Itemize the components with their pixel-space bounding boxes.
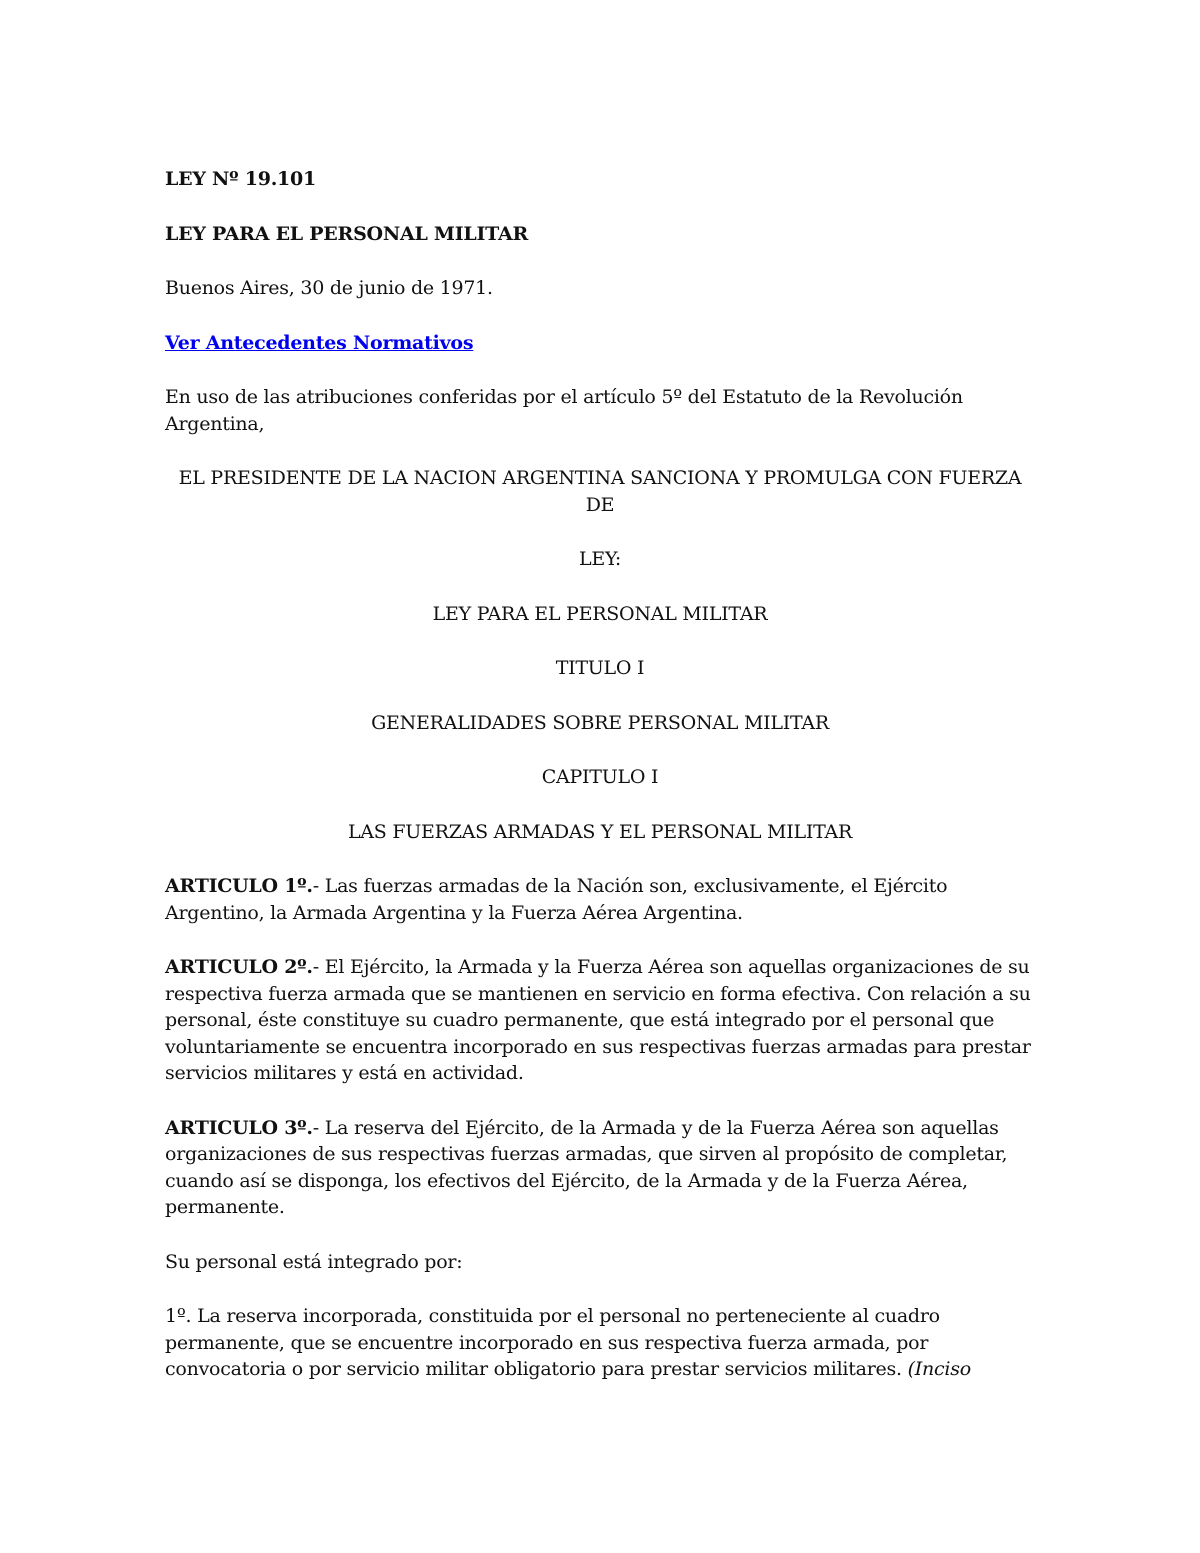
article-2-text: - El Ejército, la Armada y la Fuerza Aérea son aquellas organizaciones de su respectiva fuerza armada que se mantienen en servicio en forma efectiva. Con relación a su personal, éste constituye su cuadro permanente, que está integrado por el personal que voluntariamente se encuentra incorporado en sus respectivas fuerzas armadas para prestar servicios militares y está en actividad.: [165, 956, 1031, 1084]
law-title-repeat: LEY PARA EL PERSONAL MILITAR: [432, 602, 768, 625]
item-1: [165, 1303, 1035, 1383]
item-1-text: 1º. La reserva incorporada, constituida por el personal no perteneciente al cuadro permanente, que se encuentre incorporado en sus respectiva fuerza armada, por convocatoria o por servicio militar obligatorio para prestar servicios militares.: [165, 1305, 940, 1380]
preamble-text: En uso de las atribuciones conferidas por el artículo 5º del Estatuto de la Revolución Argentina,: [165, 386, 963, 435]
antecedents-paragraph: [165, 330, 1035, 357]
personal-intro: Su personal está integrado por:: [165, 1250, 463, 1273]
item-1-note: (Inciso: [907, 1358, 971, 1380]
article-2-label: ARTICULO 2º.: [165, 956, 313, 978]
article-3-label: ARTICULO 3º.: [165, 1116, 313, 1139]
date-line: Buenos Aires, 30 de junio de 1971.: [165, 277, 493, 299]
article-1: [165, 873, 1035, 926]
sanction-line: EL PRESIDENTE DE LA NACION ARGENTINA SANCIONA Y PROMULGA CON FUERZA DE: [178, 467, 1022, 516]
article-3-text: - La reserva del Ejército, de la Armada y de la Fuerza Aérea son aquellas organizaciones de sus respectivas fuerzas armadas, que sirven al propósito de completar, cuando así se disponga, los efectivos del Ejército, de la Armada y de la Fuerza Aérea, permanente.: [165, 1116, 1008, 1218]
article-2: [165, 954, 1035, 1087]
law-title: LEY PARA EL PERSONAL MILITAR: [165, 222, 528, 245]
capitulo-heading: CAPITULO I: [541, 766, 659, 788]
capitulo-name: LAS FUERZAS ARMADAS Y EL PERSONAL MILITAR: [347, 820, 853, 843]
ley-heading: LEY:: [578, 548, 622, 570]
titulo-name: GENERALIDADES SOBRE PERSONAL MILITAR: [371, 711, 829, 734]
law-number: LEY Nº 19.101: [165, 168, 316, 190]
antecedents-link[interactable]: Ver Antecedentes Normativos: [165, 331, 474, 354]
document-page: [165, 166, 1035, 1411]
article-3: [165, 1115, 1035, 1221]
article-1-text: - Las fuerzas armadas de la Nación son, exclusivamente, el Ejército Argentino, la Armada Argentina y la Fuerza Aérea Argentina.: [165, 875, 948, 924]
titulo-heading: TITULO I: [555, 657, 645, 679]
article-1-label: ARTICULO 1º.: [165, 875, 313, 897]
